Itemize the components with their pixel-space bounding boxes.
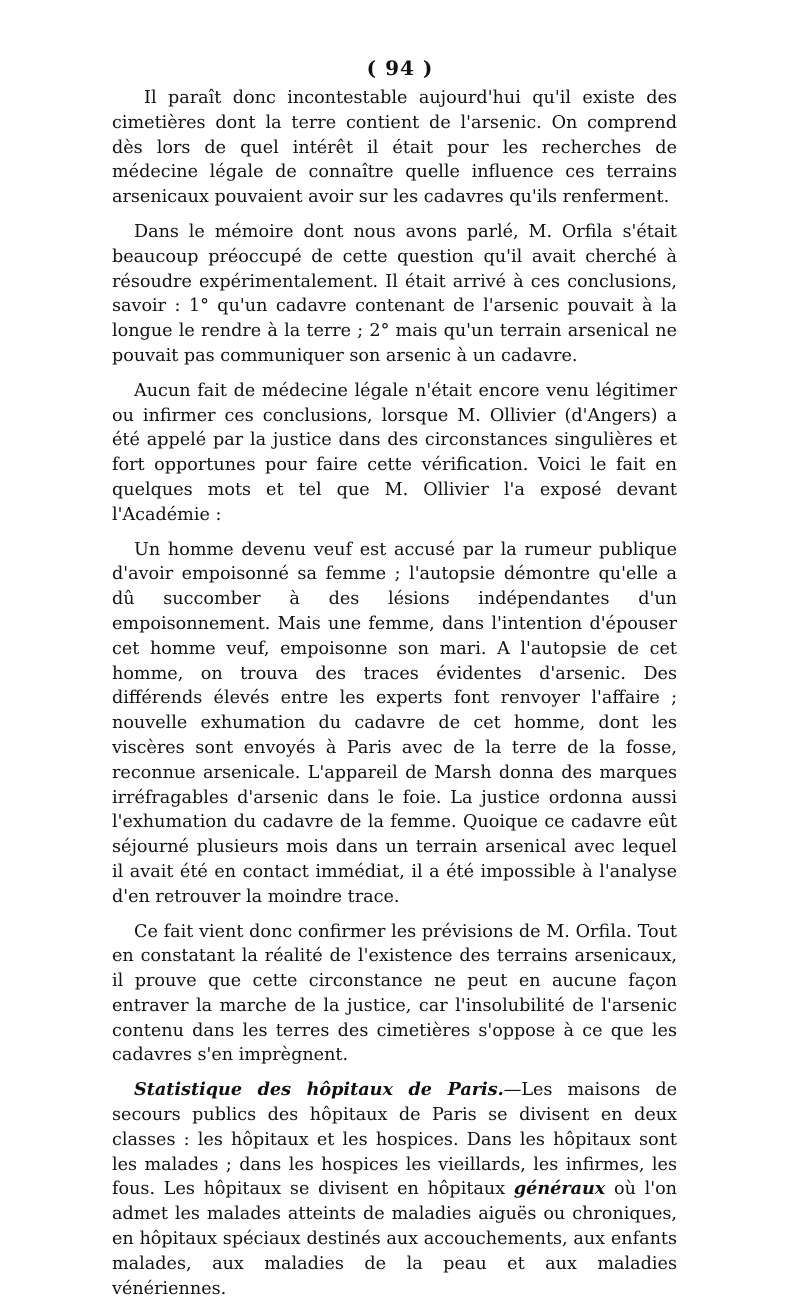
emphasis-term: généraux — [513, 1178, 606, 1200]
paragraph-1: Il paraît donc incontestable aujourd'hui qu'il existe des cimetières dont la terre contient de l'arsenic. On comprend dès lors de quel intérêt il était pour les recherches de médecine légale de connaître quelle influence ces terrains arsenicaux pouvaient avoir sur les cadavres qu'ils renferment. — [112, 88, 677, 208]
paragraph-6-text-a: —Les maisons de secours publics des hôpitaux de Paris se divisent en deux classes : les hôpitaux et les hospices. Dans les hôpitaux sont les malades ; dans les hospices les vieillards, les infirmes, les fous. Les hôpitaux se divisent en hôpitaux — [112, 1080, 678, 1200]
paragraph-6 — [112, 1078, 677, 1301]
paragraph-3: Aucun fait de médecine légale n'était encore venu légitimer ou infirmer ces conclusions, lorsque M. Ollivier (d'Angers) a été appelé par la justice dans des circonstances singulières et fort opportunes pour faire cette vérification. Voici le fait en quelques mots et tel que M. Ollivier l'a exposé devant l'Académie : — [112, 380, 677, 525]
section-heading: Statistique des hôpitaux de Paris. — [134, 1079, 504, 1101]
page-body — [112, 86, 677, 1311]
paragraph-2: Dans le mémoire dont nous avons parlé, M. Orfila s'était beaucoup préoccupé de cette question qu'il avait cherché à résoudre expérimentalement. Il était arrivé à ces conclusions, savoir : 1° qu'un cadavre contenant de l'arsenic pouvait à la longue le rendre à la terre ; 2° mais qu'un terrain arsenical ne pouvait pas communiquer son arsenic à un cadavre. — [112, 221, 677, 366]
page-number: ( 94 ) — [366, 56, 434, 80]
paragraph-6-text-b: où l'on admet les malades atteints de maladies aiguës ou chroniques, en hôpitaux spéciaux destinés aux accouchements, aux enfants malades, aux maladies de la peau et aux maladies vénériennes. — [112, 1179, 677, 1299]
paragraph-4: Un homme devenu veuf est accusé par la rumeur publique d'avoir empoisonné sa femme ; l'autopsie démontre qu'elle a dû succomber à des lésions indépendantes d'un empoisonnement. Mais une femme, dans l'intention d'épouser cet homme veuf, empoisonne son mari. A l'autopsie de cet homme, on trouva des traces évidentes d'arsenic. Des différends élevés entre les experts font renvoyer l'affaire ; nouvelle exhumation du cadavre de cet homme, dont les viscères sont envoyés à Paris avec de la terre de la fosse, reconnue arsenicale. L'appareil de Marsh donna des marques irréfragables d'arsenic dans le foie. La justice ordonna aussi l'exhumation du cadavre de la femme. Quoique ce cadavre eût séjourné plusieurs mois dans un terrain arsenical avec lequel il avait été en contact immédiat, il a été impossible à l'analyse d'en retrouver la moindre trace. — [112, 539, 677, 907]
paragraph-5: Ce fait vient donc confirmer les prévisions de M. Orfila. Tout en constatant la réalité de l'existence des terrains arsenicaux, il prouve que cette circonstance ne peut en aucune façon entraver la marche de la justice, car l'insolubilité de l'arsenic contenu dans les terres des cimetières s'oppose à ce que les cadavres s'en imprègnent. — [112, 921, 677, 1066]
